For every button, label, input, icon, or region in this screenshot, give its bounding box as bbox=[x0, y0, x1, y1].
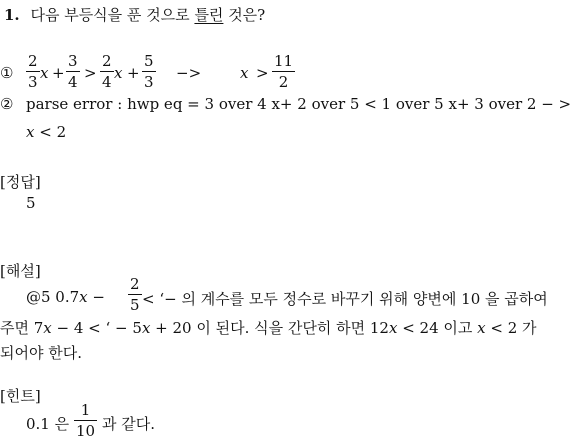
question-text bbox=[30, 6, 265, 24]
explanation-line-3: 되어야 한다. bbox=[0, 344, 82, 362]
explanation-l1-a-text: @5 0.7 bbox=[26, 288, 80, 306]
option-1-frac-1-num: 2 bbox=[28, 52, 38, 70]
question-text-underlined: 틀린 bbox=[194, 6, 224, 24]
explanation-line-2 bbox=[0, 317, 537, 338]
explanation-l2-d: < 24 이고 bbox=[397, 319, 478, 337]
option-1-x2: x bbox=[114, 64, 123, 82]
question-text-b: 것은? bbox=[223, 6, 266, 24]
option-1-frac-3-den: 4 bbox=[102, 73, 112, 91]
hint-frac-num: 1 bbox=[80, 401, 91, 419]
option-1-frac-5-den: 2 bbox=[278, 73, 289, 91]
explanation-l2-x2: x bbox=[141, 319, 151, 337]
explanation-l2-x3: x bbox=[388, 319, 398, 337]
option-1-arrow: −> bbox=[176, 64, 202, 82]
explanation-heading: [해설] bbox=[0, 262, 41, 280]
explanation-l2-e: < 2 가 bbox=[485, 319, 537, 337]
explanation-l1-frac-num: 2 bbox=[130, 275, 140, 293]
hint-frac bbox=[74, 403, 97, 439]
explanation-l1-frac-den: 5 bbox=[130, 296, 140, 314]
option-2-marker: ② bbox=[0, 95, 14, 113]
option-2-line2-x: x bbox=[26, 123, 35, 141]
option-1-gt: > bbox=[84, 64, 97, 82]
option-2-line2-rest: < 2 bbox=[34, 123, 67, 141]
answer-value: 5 bbox=[26, 194, 36, 212]
option-1-frac-2-den: 4 bbox=[68, 73, 78, 91]
question-text-a: 다음 부등식을 푼 것으로 bbox=[30, 6, 195, 24]
option-1-result-gt: > bbox=[256, 64, 269, 82]
hint-heading: [힌트] bbox=[0, 387, 41, 405]
option-2-line2 bbox=[26, 123, 66, 141]
option-1-frac-2-num: 3 bbox=[68, 52, 78, 70]
option-1-frac-3-num: 2 bbox=[102, 52, 112, 70]
option-1-plus2: + bbox=[127, 64, 140, 82]
option-1-frac-2 bbox=[66, 54, 80, 90]
explanation-l1-a bbox=[26, 288, 105, 306]
option-1-frac-5 bbox=[272, 54, 295, 90]
option-1-marker: ① bbox=[0, 64, 14, 82]
option-1-frac-3 bbox=[100, 54, 114, 90]
option-1-result-x: x bbox=[240, 64, 249, 82]
option-1-frac-4 bbox=[142, 54, 156, 90]
option-1-frac-4-den: 3 bbox=[144, 73, 154, 91]
question-number: 1. bbox=[4, 6, 20, 24]
explanation-l2-x1: x bbox=[43, 319, 52, 337]
answer-heading: [정답] bbox=[0, 173, 41, 191]
question-line bbox=[4, 4, 265, 25]
explanation-l1-frac bbox=[128, 277, 142, 313]
option-2-line1: parse error : hwp eq = 3 over 4 x+ 2 over 5 < 1 over 5 x+ 3 over 2 − > bbox=[26, 95, 572, 113]
option-1-x1: x bbox=[40, 64, 49, 82]
explanation-l1-b: − bbox=[87, 288, 105, 306]
explanation-l1-x: x bbox=[79, 288, 88, 306]
explanation-l2-b: − 4 < ‘ − 5 bbox=[51, 319, 142, 337]
explanation-l2-a: 주면 7 bbox=[0, 319, 44, 337]
option-1-frac-4-num: 5 bbox=[144, 52, 154, 70]
explanation-l1-c: < ‘− 의 계수를 모두 정수로 바꾸기 위해 양변에 10 을 곱하여 bbox=[142, 290, 548, 308]
option-1-frac-1-den: 3 bbox=[28, 73, 38, 91]
option-1-frac-5-num: 11 bbox=[274, 52, 294, 70]
explanation-l2-c: + 20 이 된다. 식을 간단히 하면 12 bbox=[150, 319, 389, 337]
hint-text-a: 0.1 은 bbox=[26, 415, 70, 433]
option-1-frac-1 bbox=[26, 54, 40, 90]
option-1-plus1: + bbox=[52, 64, 65, 82]
hint-frac-den: 10 bbox=[76, 422, 96, 440]
hint-text-b: 과 같다. bbox=[102, 415, 156, 433]
explanation-l2-x4: x bbox=[477, 319, 486, 337]
